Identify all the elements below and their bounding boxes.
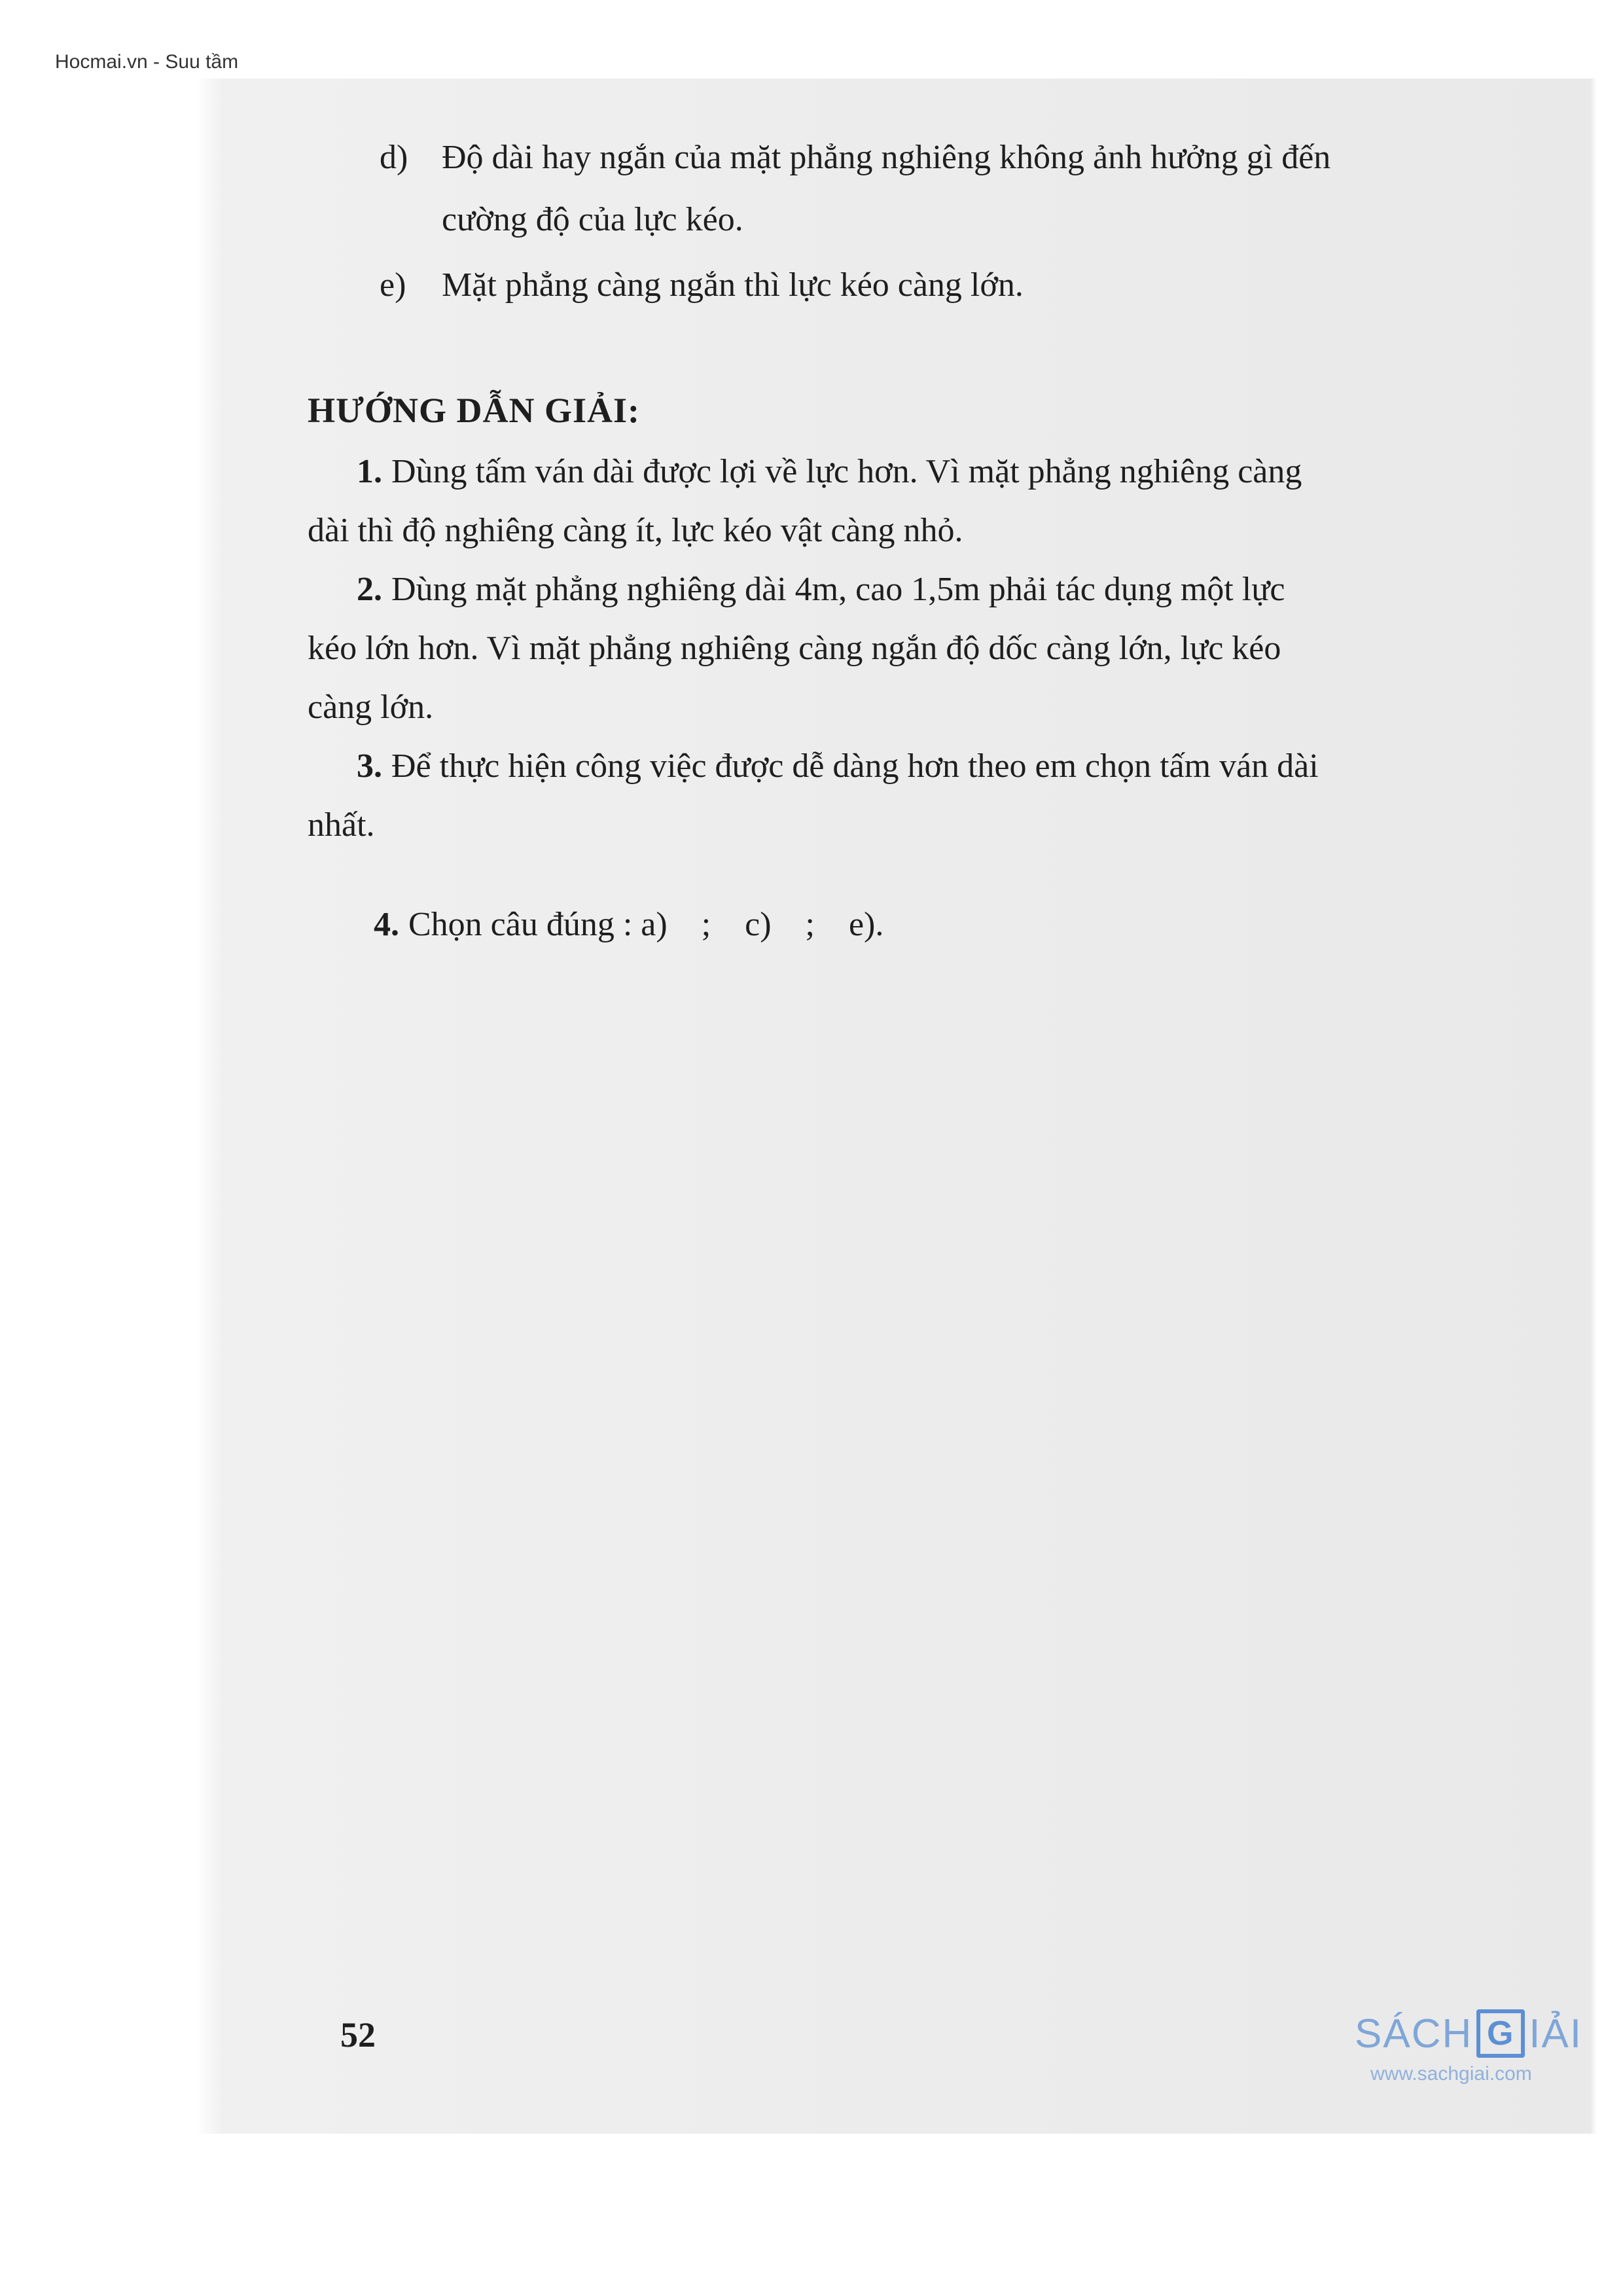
watermark-g-box: G bbox=[1476, 2009, 1525, 2058]
page-number: 52 bbox=[340, 2015, 376, 2054]
answer-4-line1: 4. Chọn câu đúng : a) ; c) ; e). bbox=[374, 906, 884, 944]
watermark-url: www.sachgiai.com bbox=[1370, 2063, 1532, 2085]
answer-1-line1: 1. Dùng tấm ván dài được lợi về lực hơn. Vì mặt phẳng nghiêng càng bbox=[357, 453, 1302, 490]
watermark-logo bbox=[1355, 2009, 1582, 2085]
option-e-label: e) bbox=[380, 266, 406, 304]
answer-2-line2: kéo lớn hơn. Vì mặt phẳng nghiêng càng ngắn độ dốc càng lớn, lực kéo bbox=[308, 630, 1281, 667]
answer-2-number: 2. bbox=[357, 571, 382, 608]
answer-3-number: 3. bbox=[357, 747, 382, 785]
answer-4-number: 4. bbox=[374, 906, 399, 944]
answer-2-line3: càng lớn. bbox=[308, 689, 434, 726]
option-d-line1: d) Độ dài hay ngắn của mặt phẳng nghiêng không ảnh hưởng gì đến bbox=[380, 137, 1330, 178]
page-bottom-margin bbox=[0, 2134, 1623, 2296]
answer-3-line1: 3. Để thực hiện công việc được dễ dàng hơn theo em chọn tấm ván dài bbox=[357, 747, 1319, 785]
solution-heading: HƯỚNG DẪN GIẢI: bbox=[308, 391, 640, 430]
answer-2-line1: 2. Dùng mặt phẳng nghiêng dài 4m, cao 1,5m phải tác dụng một lực bbox=[357, 571, 1285, 608]
option-d-label: d) bbox=[380, 139, 408, 176]
option-d-line2: cường độ của lực kéo. bbox=[442, 201, 743, 238]
watermark-title: SÁCH G IẢI bbox=[1355, 2009, 1582, 2058]
source-note: Hocmai.vn - Suu tầm bbox=[55, 51, 239, 73]
answer-3-line2: nhất. bbox=[308, 806, 375, 844]
option-e-line1: e) Mặt phẳng càng ngắn thì lực kéo càng lớn. bbox=[380, 265, 1024, 306]
page-top-margin bbox=[0, 0, 1623, 79]
answer-1-line2: dài thì độ nghiêng càng ít, lực kéo vật càng nhỏ. bbox=[308, 512, 963, 549]
answer-1-number: 1. bbox=[357, 453, 382, 490]
